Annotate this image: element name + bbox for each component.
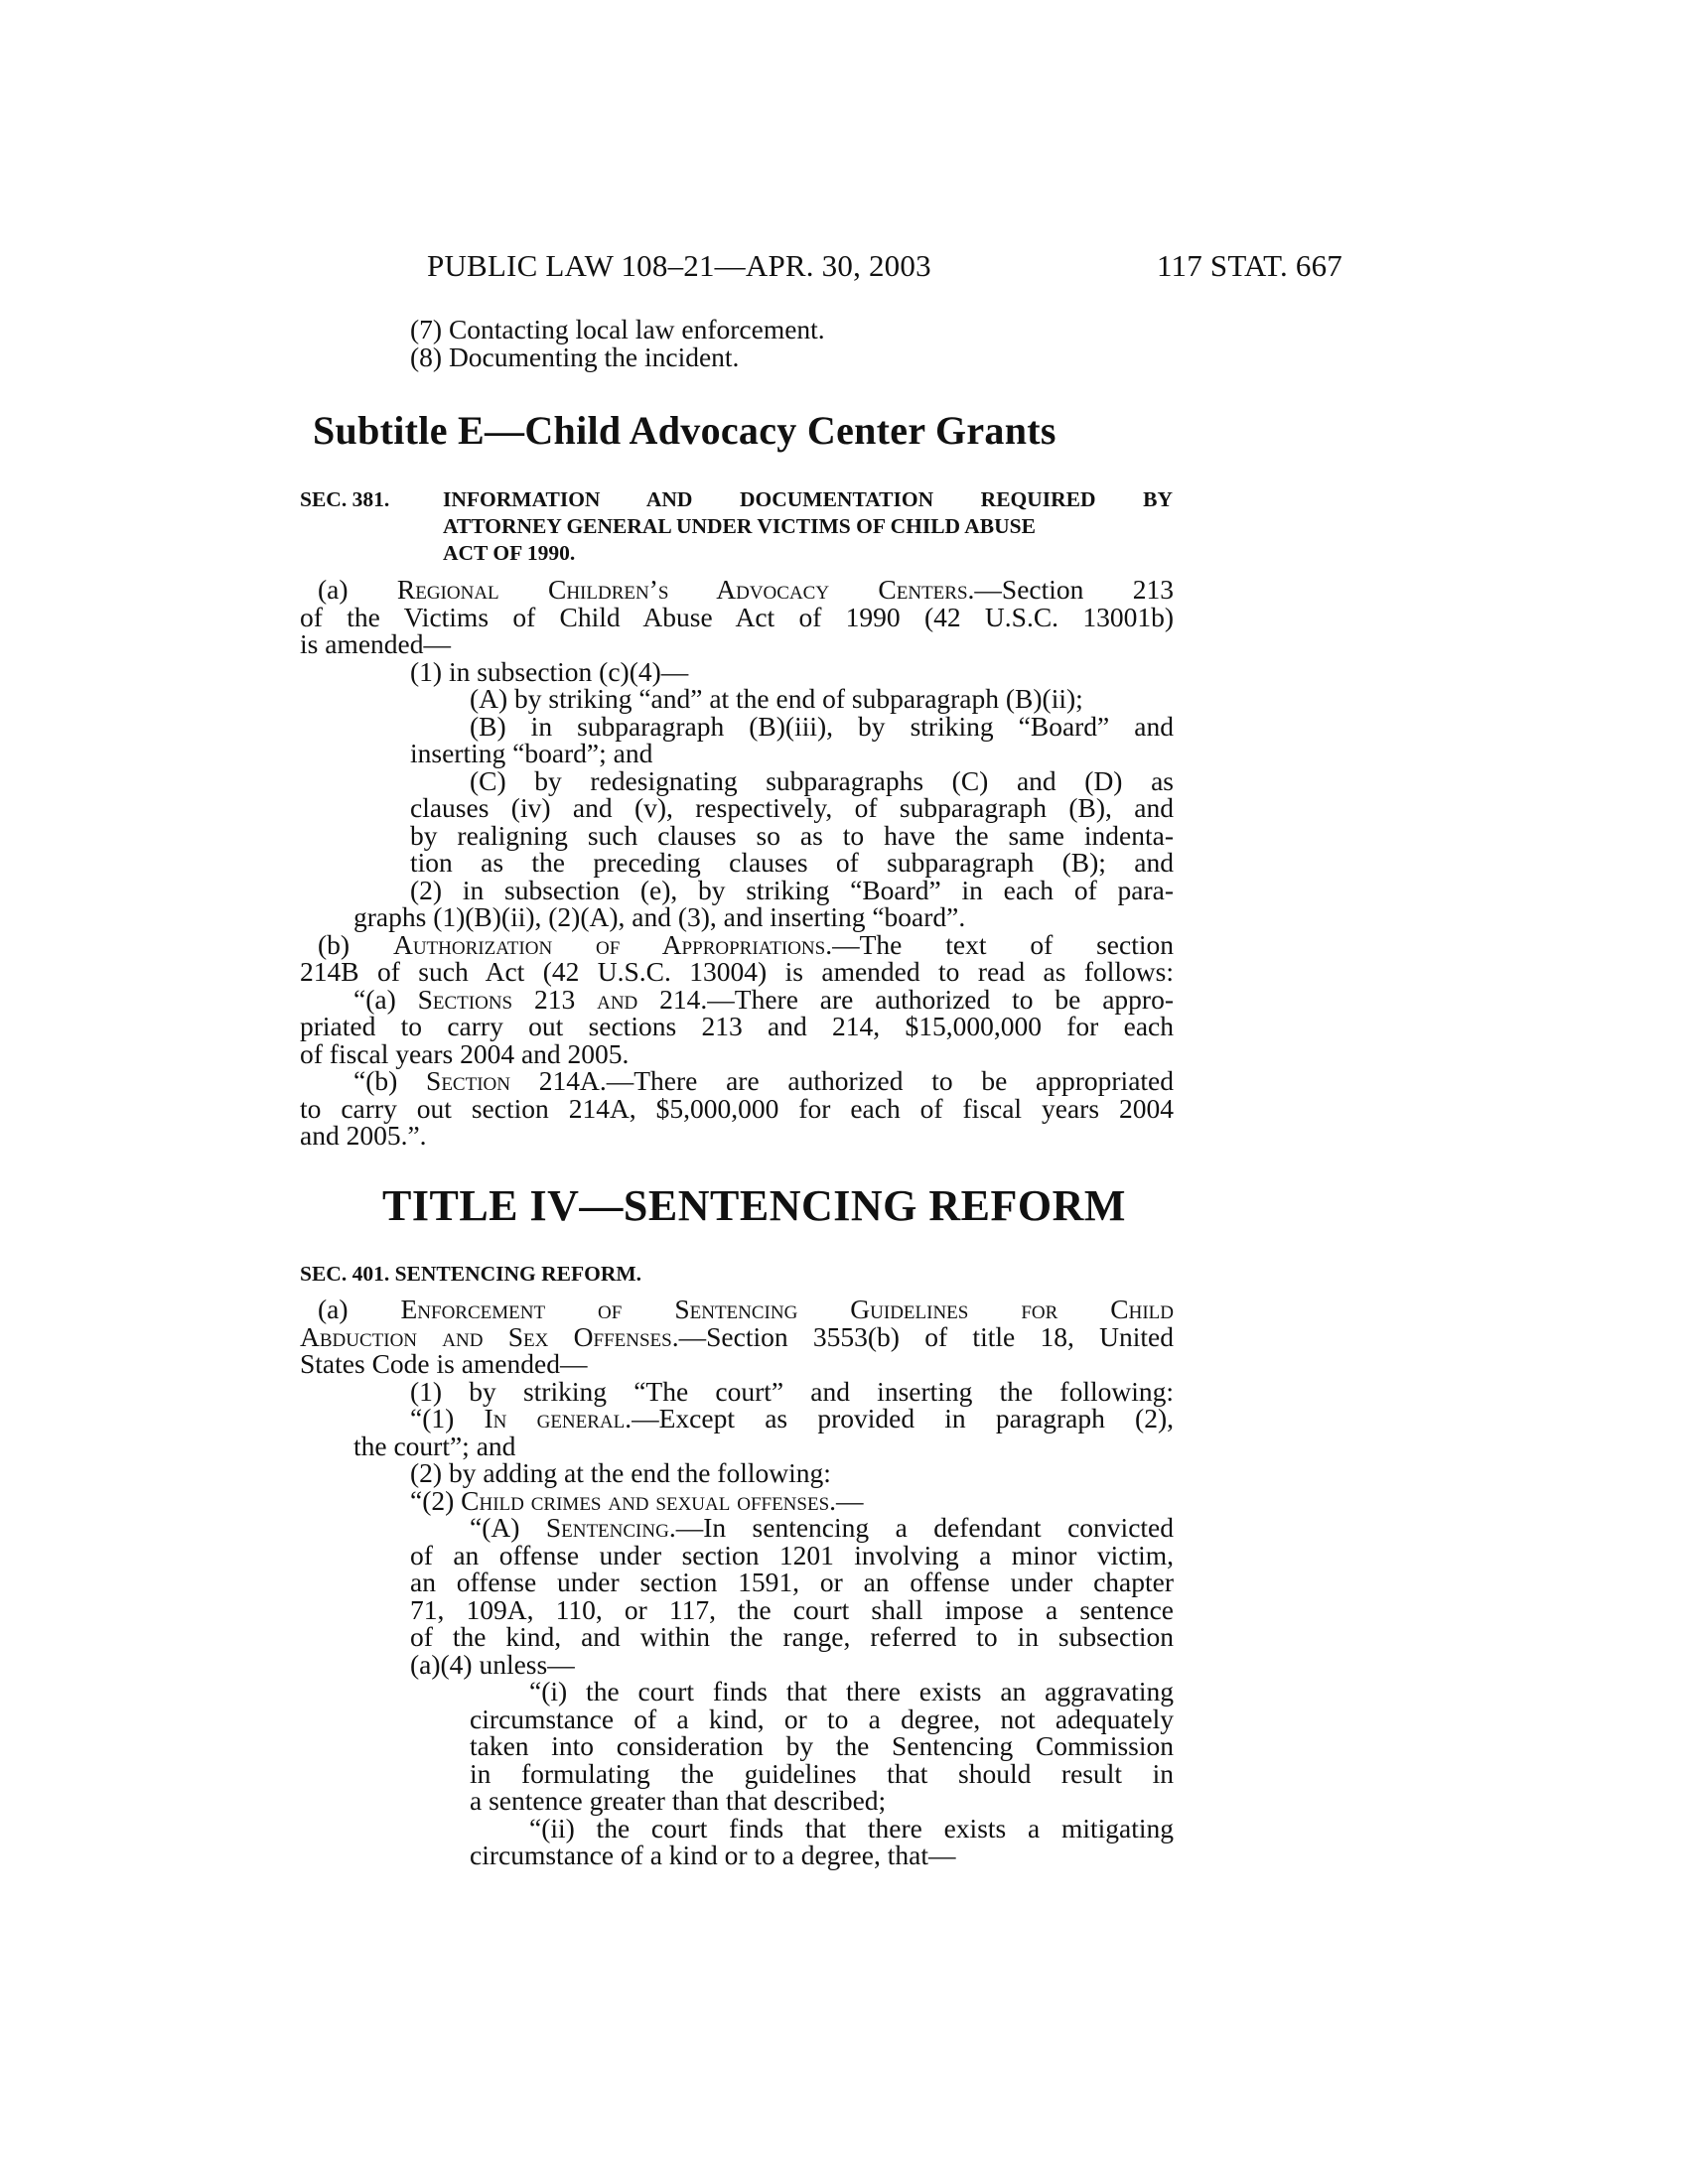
sec401-paragraph-2: (2) by adding at the end the following:	[410, 1457, 831, 1488]
sec401-clause-i-line-2: circumstance of a kind, or to a degree, not adequately	[470, 1703, 1174, 1734]
quoted-a-heading: Sections 213 and 214	[417, 983, 701, 1015]
paragraph-2-line-1: (2) in subsection (e), by striking “Board” in each of para-	[410, 874, 1174, 905]
subparagraph-b-line-2: inserting “board”; and	[410, 738, 653, 768]
sec401-quoted-a-line-3: an offense under section 1591, or an offense under chapter	[410, 1567, 1174, 1597]
sec401-quoted-a-line-2: of an offense under section 1201 involving a minor victim,	[410, 1539, 1174, 1570]
carryover-list	[300, 316, 1174, 370]
sec401-quoted-a-heading: Sentencing	[545, 1512, 669, 1543]
carryover-item-7: (7) Contacting local law enforcement.	[410, 314, 825, 344]
subsection-b-line-2: 214B of such Act (42 U.S.C. 13004) is amended to read as follows:	[300, 956, 1174, 987]
subparagraph-c-line-2: clauses (iv) and (v), respectively, of subparagraph (B), and	[410, 792, 1174, 823]
subsection-a-line-2: of the Victims of Child Abuse Act of 1990 (42 U.S.C. 13001b)	[300, 601, 1174, 632]
quoted-b-line-1: “(b) Section 214A.—There are authorized to be appropriated	[353, 1065, 1174, 1096]
sec401-paragraph-1: (1) by striking “The court” and inserting the following:	[410, 1375, 1174, 1407]
sec401-quoted-1-heading: In general	[484, 1403, 626, 1433]
paragraph-1: (1) in subsection (c)(4)—	[410, 655, 689, 687]
section-381-heading-line-1: INFORMATION AND DOCUMENTATION REQUIRED BY	[443, 487, 1173, 511]
quoted-a-line-3: of fiscal years 2004 and 2005.	[300, 1037, 630, 1069]
section-381-heading-line-2: ATTORNEY GENERAL UNDER VICTIMS OF CHILD ABUSE	[443, 514, 1036, 538]
sec401-clause-i-line-4: in formulating the guidelines that should result in	[470, 1757, 1174, 1789]
subparagraph-c-line-1: (C) by redesignating subparagraphs (C) and (D) as	[470, 764, 1174, 796]
sec401-quoted-a-line-4: 71, 109A, 110, or 117, the court shall impose a sentence	[410, 1593, 1174, 1625]
sec401-a-line-3: States Code is amended—	[300, 1348, 588, 1379]
subparagraph-c-line-4: tion as the preceding clauses of subparagraph (B); and	[410, 847, 1174, 878]
quoted-a-line-1: “(a) Sections 213 and 214.—There are authorized to be appro-	[353, 983, 1174, 1015]
sec401-clause-i-line-1: “(i) the court finds that there exists an aggravating	[529, 1676, 1174, 1706]
sec401-quoted-1-line-1: “(1) In general.—Except as provided in paragraph (2),	[410, 1403, 1174, 1433]
sec401-a-line-2: Abduction and Sex Offenses.—Section 3553(b) of title 18, United	[300, 1320, 1174, 1352]
quoted-b-line-3: and 2005.”.	[300, 1120, 427, 1151]
sec401-quoted-a-line-1: “(A) Sentencing.—In sentencing a defendant convicted	[470, 1512, 1174, 1543]
sec401-a-line-1: (a) Enforcement of Sentencing Guidelines for Child	[318, 1294, 1174, 1324]
sec401-quoted-2: “(2) Child crimes and sexual offenses.—	[410, 1484, 864, 1516]
subsection-b-line-1: (b) Authorization of Appropriations.—The text of section	[318, 928, 1175, 960]
title-iv-heading: TITLE IV—SENTENCING REFORM	[382, 1181, 1126, 1230]
section-401-heading: SEC. 401. SENTENCING REFORM.	[300, 1262, 642, 1286]
sec401-clause-ii-line-2: circumstance of a kind or to a degree, that—	[470, 1840, 956, 1870]
page-reference: 117 STAT. 667	[1157, 248, 1342, 283]
sec401-quoted-1-line-2: the court”; and	[353, 1430, 516, 1461]
carryover-item-8: (8) Documenting the incident.	[410, 341, 740, 372]
section-381-heading-line-3: ACT OF 1990.	[443, 541, 576, 565]
sec401-clause-i-line-3: taken into consideration by the Sentencing Commission	[470, 1730, 1174, 1761]
section-381-number: SEC. 381.	[300, 487, 390, 511]
sec401-quoted-a-line-6: (a)(4) unless—	[410, 1648, 575, 1680]
sec401-clause-ii-line-1: “(ii) the court finds that there exists a mitigating	[529, 1812, 1174, 1843]
subsection-a-line-1: (a) Regional Children’s Advocacy Centers.—Section 213	[318, 574, 1174, 605]
section-381-heading	[300, 486, 1174, 567]
section-401-body	[300, 1296, 1174, 1869]
sec401-a-heading-2: Abduction and Sex Offenses	[300, 1320, 672, 1352]
quoted-b-heading: Section 214A	[426, 1065, 600, 1096]
paragraph-2-line-2: graphs (1)(B)(ii), (2)(A), and (3), and inserting “board”.	[353, 901, 966, 932]
running-title: PUBLIC LAW 108–21—APR. 30, 2003	[427, 248, 931, 283]
sec401-quoted-a-line-5: of the kind, and within the range, referred to in subsection	[410, 1621, 1174, 1652]
sec401-quoted-2-heading: Child crimes and sexual offenses	[461, 1484, 830, 1516]
sec401-a-heading-1: Enforcement of Sentencing Guidelines for Child	[400, 1294, 1174, 1324]
subsection-a-line-3: is amended—	[300, 628, 451, 659]
subsection-a-heading: Regional Children’s Advocacy Centers	[396, 574, 968, 605]
quoted-b-line-2: to carry out section 214A, $5,000,000 for each of fiscal years 2004	[300, 1092, 1174, 1124]
section-381-body	[300, 576, 1174, 1150]
quoted-a-line-2: priated to carry out sections 213 and 214, $15,000,000 for each	[300, 1011, 1174, 1041]
subsection-b-heading: Authorization of Appropriations	[392, 928, 826, 960]
subtitle-heading: Subtitle E—Child Advocacy Center Grants	[313, 408, 1056, 453]
subparagraph-c-line-3: by realigning such clauses so as to have the same indenta-	[410, 819, 1174, 851]
sec401-clause-i-line-5: a sentence greater than that described;	[470, 1785, 887, 1816]
subparagraph-b-line-1: (B) in subparagraph (B)(iii), by striking “Board” and	[470, 710, 1174, 742]
subparagraph-a: (A) by striking “and” at the end of subparagraph (B)(ii);	[470, 683, 1083, 714]
